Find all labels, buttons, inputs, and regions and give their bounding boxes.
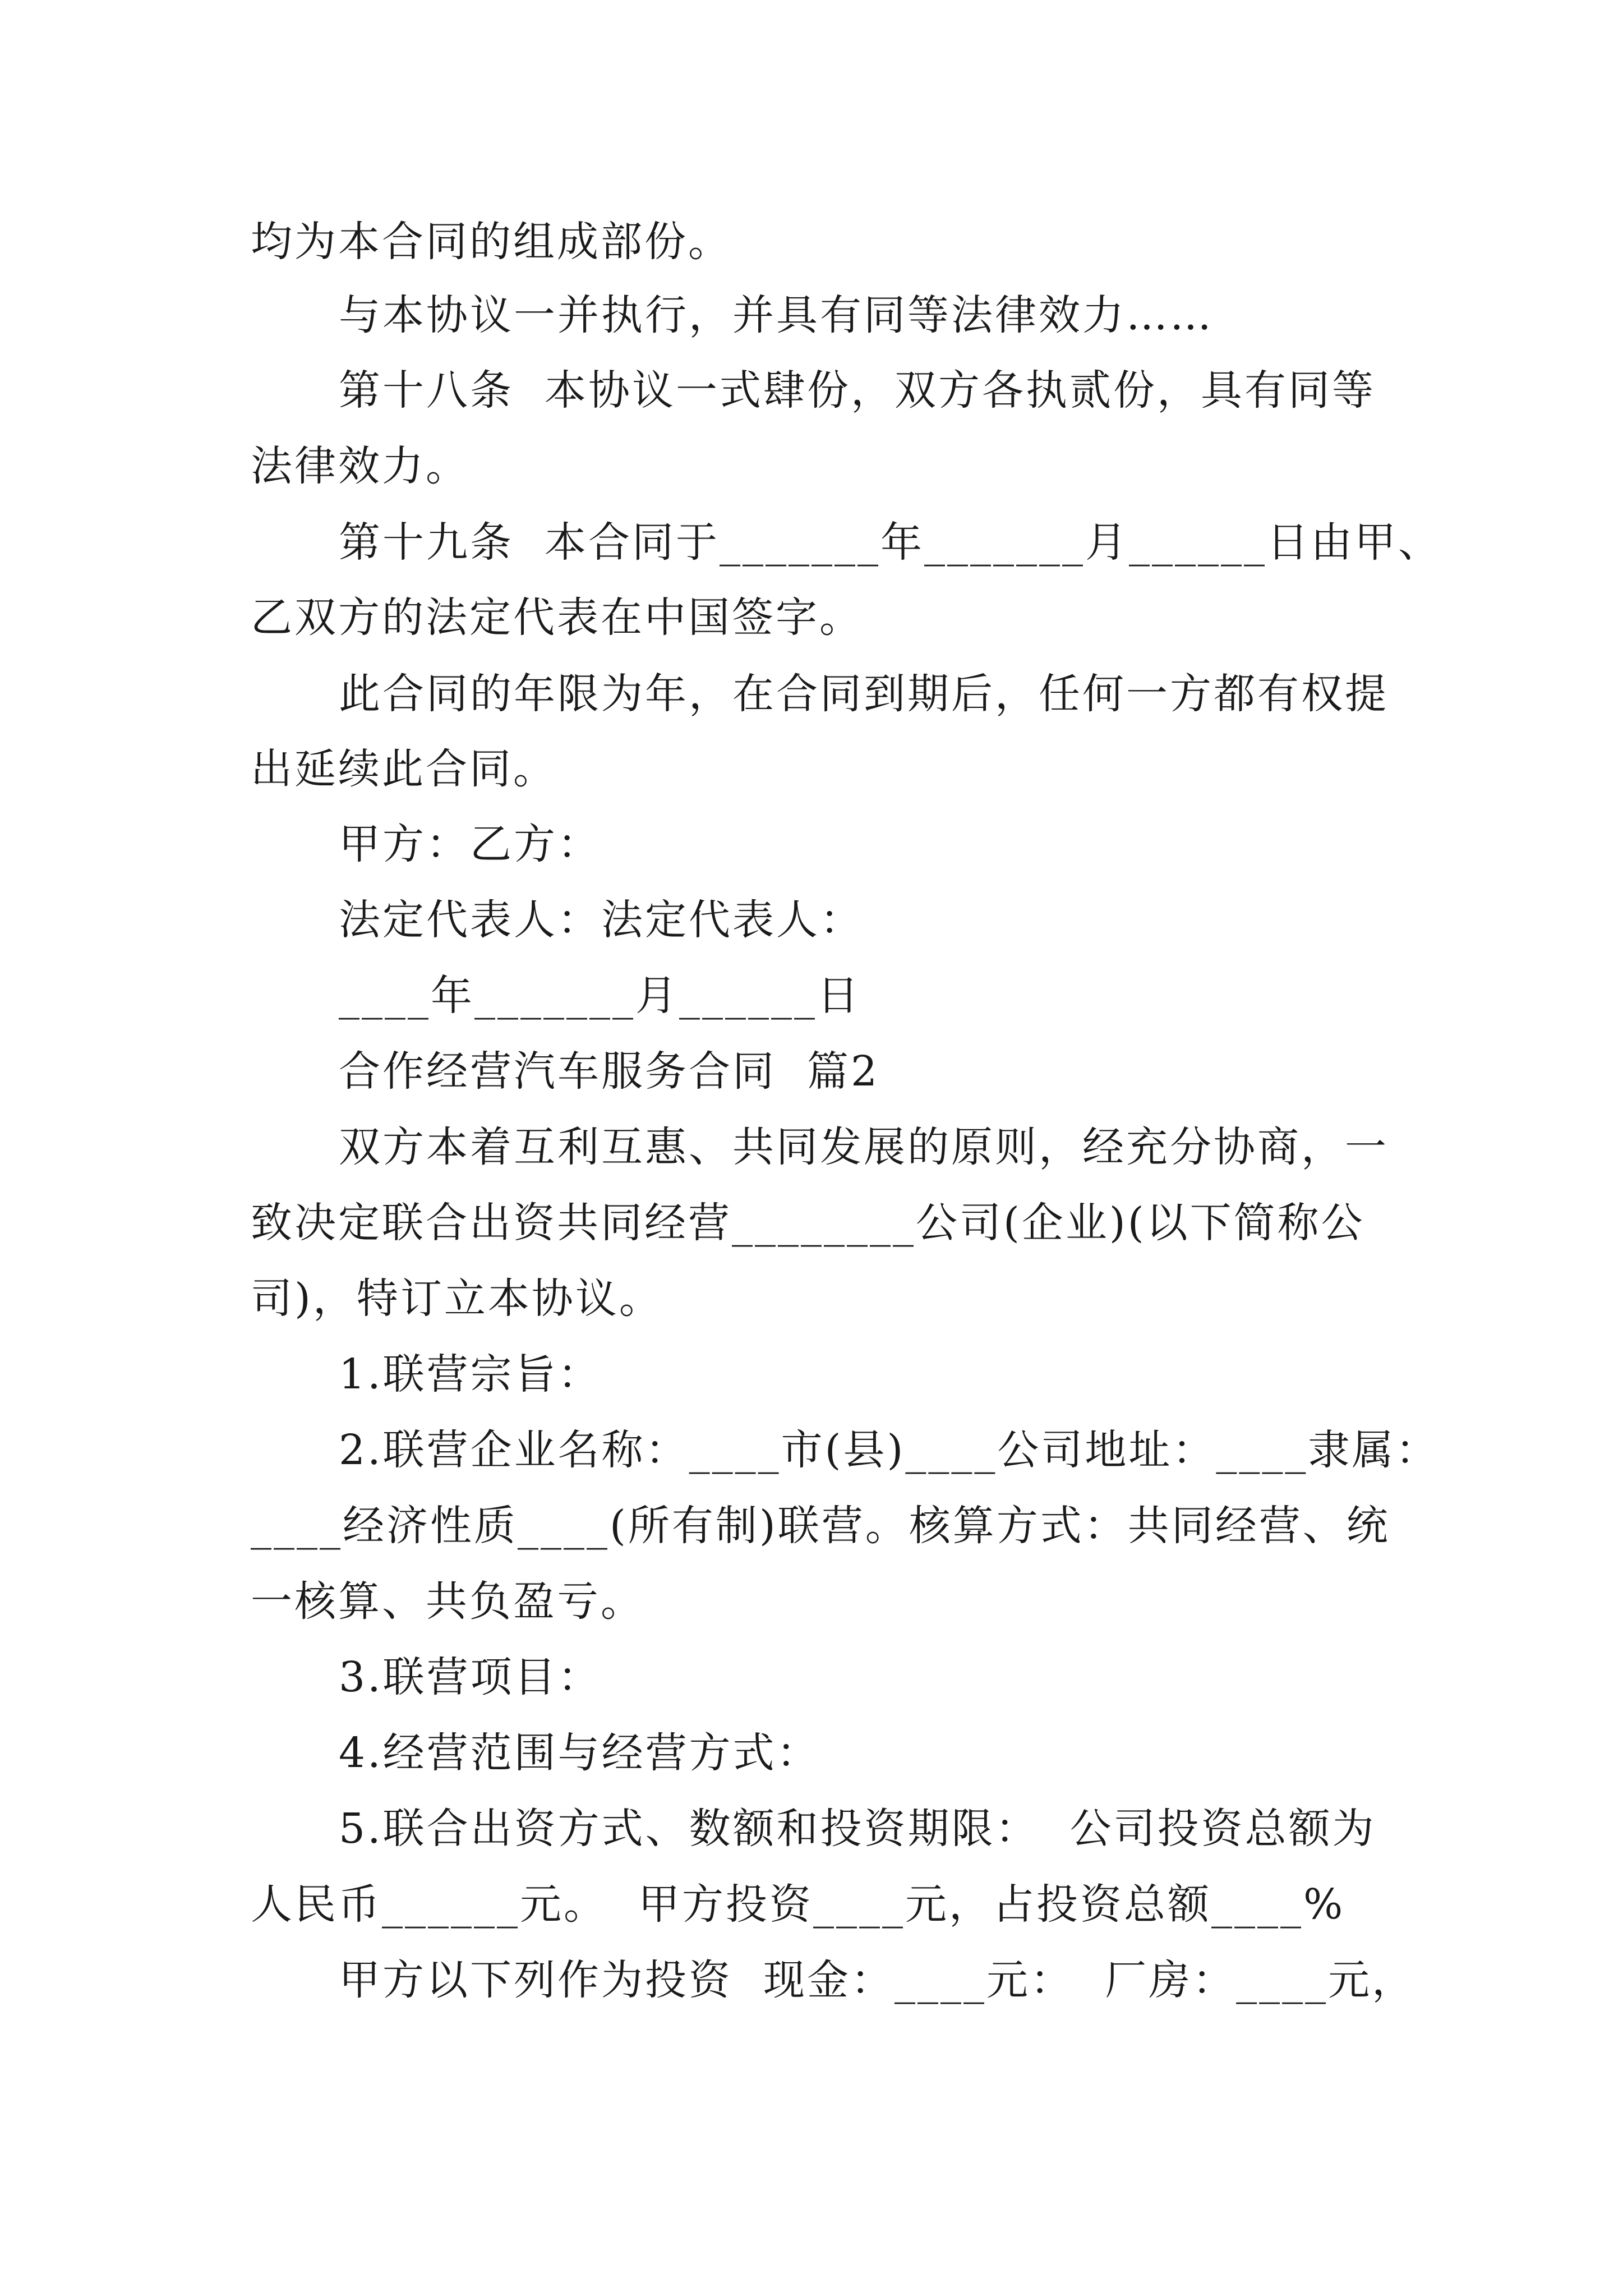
text-line: 均为本合同的组成部份。	[251, 218, 732, 266]
text-line: 双方本着互利互惠、共同发展的原则，经充分协商，一	[339, 1123, 1389, 1171]
text-line: 第十九条 本合同于_______年_______月______日由甲、	[339, 518, 1442, 567]
text-line: 致决定联合出资共同经营________公司(企业)(以下简称公	[251, 1199, 1365, 1247]
text-line: 乙双方的法定代表在中国签字。	[251, 593, 863, 642]
list-item: 2.联营企业名称：____市(县)____公司地址：____隶属：	[339, 1426, 1440, 1474]
text-line: 司)，特订立本协议。	[251, 1274, 663, 1323]
text-line: 法律效力。	[251, 442, 469, 490]
text-line: 一核算、共负盈亏。	[251, 1577, 644, 1626]
section-heading: 合作经营汽车服务合同 篇2	[339, 1047, 880, 1096]
text-line: 第十八条 本协议一式肆份，双方各执贰份，具有同等	[339, 366, 1376, 415]
text-line: ____经济性质____(所有制)联营。核算方式：共同经营、统	[251, 1502, 1390, 1550]
text-line: 人民币______元。 甲方投资____元，占投资总额____%	[251, 1880, 1345, 1929]
signature-representative-line: 法定代表人：法定代表人：	[339, 896, 864, 944]
text-line: 此合同的年限为年，在合同到期后，任何一方都有权提	[339, 670, 1389, 718]
signature-date-line: ____年_______月______日	[339, 972, 861, 1020]
list-item: 5.联合出资方式、数额和投资期限： 公司投资总额为	[339, 1805, 1376, 1853]
text-line: 甲方以下列作为投资 现金：____元： 厂房：____元，	[339, 1956, 1416, 2004]
list-item: 1.联营宗旨：	[339, 1350, 602, 1398]
text-line: 与本协议一并执行，并具有同等法律效力……	[339, 291, 1214, 339]
list-item: 3.联营项目：	[339, 1653, 602, 1701]
text-line: 出延续此合同。	[251, 745, 557, 793]
list-item: 4.经营范围与经营方式：	[339, 1729, 820, 1777]
signature-party-line: 甲方：乙方：	[339, 820, 601, 868]
